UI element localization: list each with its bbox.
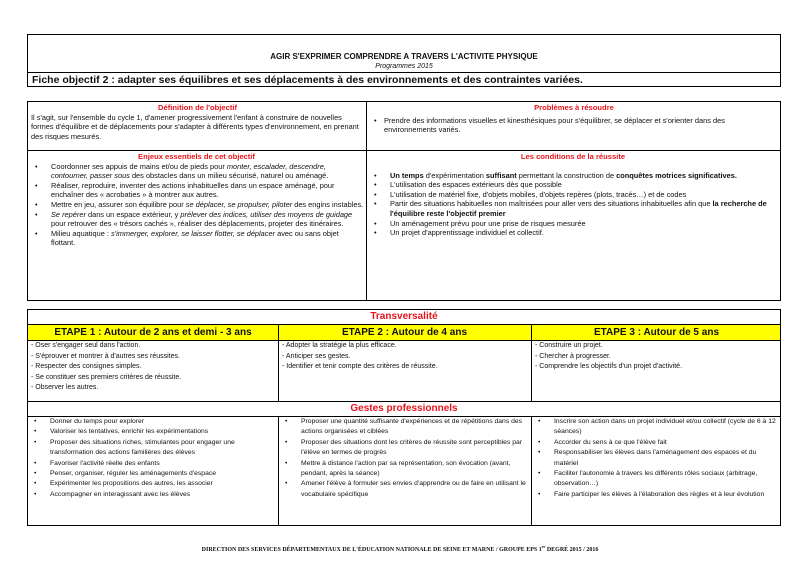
list-item: • Donner du temps pour explorer [28,417,274,427]
gestes-list-1 [28,417,274,500]
problemes-cell [370,103,778,135]
list-item: - S'éprouver et montrer à d'autres ses réussites. [31,352,180,360]
list-item: • Prendre des informations visuelles et kinesthésiques pour s'équilibrer, se déplacer et s'orienter dans des environnements variés. [370,116,778,135]
page-footer [0,544,800,553]
definition-heading: Définition de l'objectif [157,103,237,112]
etapes-row [28,324,780,341]
list-item: • Responsabiliser les élèves dans l'aménagement des espaces et du matériel [532,448,778,469]
conditions-heading: Les conditions de la réussite [520,152,626,161]
list-item: • Amener l'élève à formuler ses envies d'apprendre ou de faire en utilisant le vocabulaire spécifique [279,479,527,500]
list-item: • Faire participer les élèves à l'élaboration des règles et à leur évolution [532,490,778,500]
list-item: • Faciliter l'autonomie à travers les différents rôles sociaux (arbitrage, observation…) [532,469,778,490]
list-item: • Partir des situations habituelles non maîtrisées pour aller vers des situations inhabituelles afin que la recherche de l'équilibre reste l'objectif premier [368,199,778,218]
list-item: • Se repérer dans un espace extérieur, y prélever des indices, utiliser des moyens de guidage pour retrouver des « trésors cachés », réaliser des déplacements, projeter des itinéraires. [29,210,364,229]
list-item: • Un projet d'apprentissage individuel et collectif. [368,228,778,238]
list-item: • L'utilisation des espaces extérieurs dès que possible [368,180,778,190]
list-item: - Oser s'engager seul dans l'action. [31,342,141,349]
column-divider [531,325,532,340]
list-item: • Expérimenter les propositions des autres, les associer [28,479,274,489]
enjeux-heading: Enjeux essentiels de cet objectif [138,152,255,161]
list-item: - Identifier et tenir compte des critères de réussite. [282,363,438,370]
list-item: • Un aménagement prévu pour une prise de risques mesurée [368,219,778,229]
list-item: • Proposer des situations dont les critères de réussite sont perceptibles par l'élève en termes de progrès [279,438,527,459]
document-header [27,34,781,87]
definition-cell [31,103,364,141]
problemes-heading: Problèmes à résoudre [534,103,614,112]
etape-2-list [281,341,529,373]
list-item: • Proposer des situations riches, stimulantes pour engager une transformation des actions familières des élèves [28,438,274,459]
list-item: - Construire un projet. [535,342,603,349]
column-divider [278,325,279,340]
list-item: • Mettre en jeu, assurer son équilibre pour se déplacer, se propulser, piloter des engins instables. [29,200,364,210]
footer-year: DEGRÉ 2015 / 2016 [545,547,599,553]
problemes-list [370,116,778,135]
objective-table [27,101,781,301]
conditions-list [368,171,778,238]
list-item: • Valoriser les tentatives, enrichir les expérimentations [28,427,274,437]
list-item: • Mettre à distance l'action par sa représentation, son évocation (avant, pendant, après la séance) [279,459,527,480]
enjeux-list [29,162,364,248]
etape-1-header: ETAPE 1 : Autour de 2 ans et demi - 3 ans [54,327,252,338]
list-item: - Anticiper ses gestes. [282,352,351,360]
list-item: - Observer les autres. [31,384,99,391]
column-divider [531,339,532,401]
gestes-heading: Gestes professionnels [28,401,780,417]
list-item: • Accompagner en interagissant avec les élèves [28,490,274,500]
document-subtitle: Programmes 2015 [375,63,433,70]
gestes-list-3 [532,417,778,500]
etape-2-header: ETAPE 2 : Autour de 4 ans [341,327,468,338]
list-item: • Réaliser, reproduire, inventer des actions inhabituelles dans un espace aménagé, pour enchaîner des « acrobaties » à montrer aux autres. [29,181,364,200]
list-item: • Milieu aquatique : s'immerger, explorer, se laisser flotter, se déplacer avec ou sans objet flottant. [29,229,364,248]
list-item: • Un temps d'expérimentation suffisant permettant la construction de conquêtes motrices significatives. [368,171,778,181]
list-item: • Inscrire son action dans un projet individuel et/ou collectif (cycle de 6 à 12 séances) [532,417,778,438]
list-item: - Comprendre les objectifs d'un projet d'activité. [535,363,683,370]
footer-text: DIRECTION DES SERVICES DÉPARTEMENTAUX DE L'ÉDUCATION NATIONALE DE SEINE ET MARNE / GROUPE EPS 1 [201,547,542,553]
column-divider [366,102,367,300]
list-item: • Favoriser l'activité réelle des enfants [28,459,274,469]
etape-1-list [30,341,276,394]
list-item: • Coordonner ses appuis de mains et/ou de pieds pour monter, escalader, descendre, contourner, passer sous des obstacles dans un milieu sécurisé, naturel ou aménagé. [29,162,364,181]
list-item: - Chercher à progresser. [535,352,611,360]
gestes-list-2 [279,417,527,500]
document-title: AGIR S'EXPRIMER COMPRENDRE A TRAVERS L'ACTIVITE PHYSIQUE [270,52,538,61]
list-item: - Se constituer ses premiers critères de réussite. [31,373,182,381]
list-item: • L'utilisation de matériel fixe, d'objets mobiles, d'objets repères (plots, tracés…) et de codes [368,190,778,200]
list-item: • Proposer une quantité suffisante d'expériences et de répétitions dans des actions organisées et ciblées [279,417,527,438]
list-item: - Respecter des consignes simples. [31,363,142,370]
column-divider [278,339,279,401]
enjeux-cell [29,152,364,248]
transversalite-heading: Transversalité [370,311,438,322]
conditions-cell [368,152,778,238]
fiche-objectif: Fiche objectif 2 : adapter ses équilibres et ses déplacements à des environnements et des contraintes variées. [28,72,780,88]
list-item: - Adopter la stratégie la plus efficace. [282,342,397,349]
definition-text: Il s'agit, sur l'ensemble du cycle 1, d'amener progressivement l'enfant à construire de nouvelles formes d'équilibre et de déplacements pour s'adapter à différents types d'environnement, en prenant des risques mesurés. [31,112,359,141]
row-divider [28,150,780,151]
list-item: • Accorder du sens à ce que l'élève fait [532,438,778,448]
transversalite-table [27,309,781,526]
footer-superscript: er [541,544,546,549]
etape-3-list [534,341,780,373]
list-item: • Penser, organiser, réguler les aménagements d'espace [28,469,274,479]
etape-3-header: ETAPE 3 : Autour de 5 ans [593,327,720,338]
